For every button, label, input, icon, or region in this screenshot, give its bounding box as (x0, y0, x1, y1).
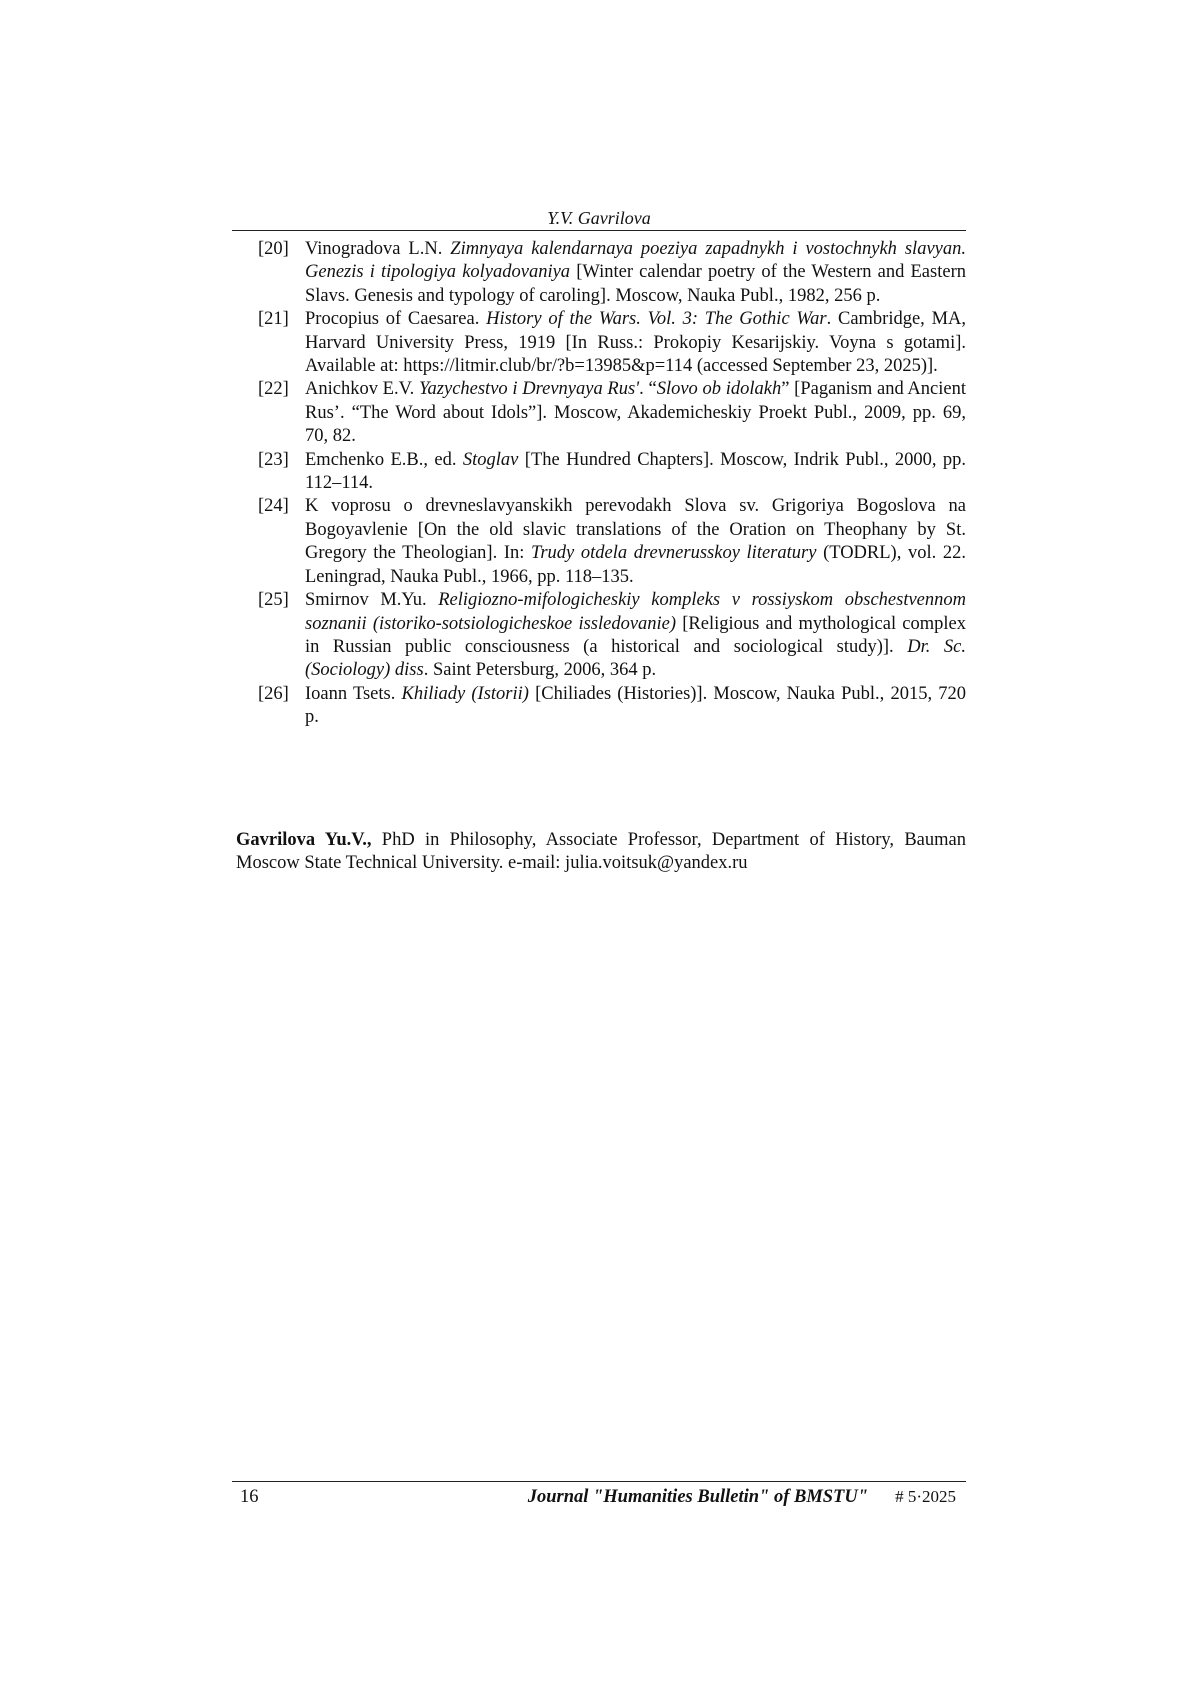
ref-part: [Chiliades (Histories)]. Moscow, Nauka Publ., 2015, 720 p. (305, 683, 966, 728)
ref-part: Vinogradova L.N. (305, 239, 451, 259)
reference-item-21 (258, 308, 966, 378)
reference-number: [22] (258, 379, 289, 400)
reference-text (305, 683, 966, 730)
ref-part-italic: Khiliady (Istorii) (401, 683, 529, 704)
author-info (236, 829, 966, 876)
ref-part: Anichkov E.V. (305, 379, 419, 400)
ref-part: [Religious and mythological complex in Russian public consciousness (a historical and sociological study)]. (305, 613, 966, 657)
ref-part-italic: Slovo ob idolakh (656, 379, 782, 400)
ref-part-italic: Dr. Sc. (Sociology) diss (305, 636, 966, 681)
ref-part-italic: Trudy otdela drevnerusskoy literatury (531, 543, 817, 564)
journal-title: Journal "Humanities Bulletin" of BMSTU" (527, 1487, 868, 1507)
reference-text (305, 495, 966, 589)
ref-part: . Saint Petersburg, 2006, 364 p. (423, 660, 657, 681)
ref-part-italic: Stoglav (462, 449, 519, 470)
ref-part: [The Hundred Chapters]. Moscow, Indrik Publ., 2000, pp. 112–114. (305, 449, 966, 494)
ref-part-italic: History of the Wars. Vol. 3: The Gothic War (486, 309, 827, 330)
ref-part: Smirnov M.Yu. (305, 590, 439, 611)
ref-part: Ioann Tsets. (305, 683, 402, 704)
reference-item-25 (258, 589, 966, 683)
reference-text (305, 308, 966, 378)
issue-number: # 5·2025 (895, 1487, 956, 1506)
page-number: 16 (240, 1487, 259, 1507)
reference-number: [24] (258, 496, 289, 517)
ref-part: Emchenko E.B., ed. (305, 449, 463, 470)
ref-part-italic: Religiozno-mifologicheskiy kompleks v rossiyskom obschestvennom soznanii (istoriko-sotsiologicheskoe issledovanie) (305, 590, 966, 634)
reference-number: [25] (258, 590, 289, 611)
reference-text (305, 589, 966, 683)
footer-rule (232, 1481, 966, 1482)
reference-item-22 (258, 378, 966, 448)
reference-item-24 (258, 495, 966, 589)
author-name: Gavrilova Yu.V., (236, 830, 372, 850)
ref-part-italic: Zimnyaya kalendarnaya poeziya zapadnykh i vostochnykh slavyan. Genezis i tipologiya kolyadovaniya (305, 239, 966, 283)
reference-number: [23] (258, 449, 289, 470)
reference-item-26 (258, 683, 966, 730)
reference-item-20 (258, 238, 966, 308)
ref-part-italic: Yazychestvo i Drevnyaya Rus' (418, 379, 640, 400)
ref-part: . “ (639, 379, 657, 400)
reference-text (305, 449, 966, 496)
reference-text (305, 378, 966, 448)
ref-part: [Winter calendar poetry of the Western and Eastern Slavs. Genesis and typology of caroling]. Moscow, Nauka Publ., 1982, 256 p. (305, 262, 966, 306)
ref-part: Procopius of Caesarea. (305, 309, 487, 330)
header-rule (232, 230, 966, 231)
running-header: Y.V. Gavrilova (547, 208, 651, 228)
reference-list (258, 238, 966, 730)
ref-part: ” [Paganism and Ancient Rus’. “The Word about Idols”]. Moscow, Akademicheskiy Proekt Publ., 2009, pp. 69, 70, 82. (305, 379, 966, 447)
author-details: PhD in Philosophy, Associate Professor, Department of History, Bauman Moscow State Technical University. e-mail: julia.voitsuk@yandex.ru (236, 830, 966, 874)
page-footer (232, 1484, 966, 1510)
reference-number: [21] (258, 309, 289, 330)
reference-item-23 (258, 449, 966, 496)
reference-number: [20] (258, 239, 289, 259)
ref-part: K voprosu o drevneslavyanskikh perevodakh Slova sv. Grigoriya Bogoslova na Bogoyavlenie [On the old slavic translations of the Oration on Theophany by St. Gregory the Theologian]. In: (305, 496, 966, 564)
reference-text (305, 238, 966, 308)
ref-part: . Cambridge, MA, Harvard University Press, 1919 [In Russ.: Prokopiy Kesarijskiy. Voyna s gotami]. Available at: https://litmir.club/br/?b=13985&p=114 (accessed September 23, 2025)]. (305, 309, 967, 377)
ref-part: (TODRL), vol. 22. Leningrad, Nauka Publ., 1966, pp. 118–135. (305, 543, 967, 587)
reference-number: [26] (258, 683, 289, 704)
